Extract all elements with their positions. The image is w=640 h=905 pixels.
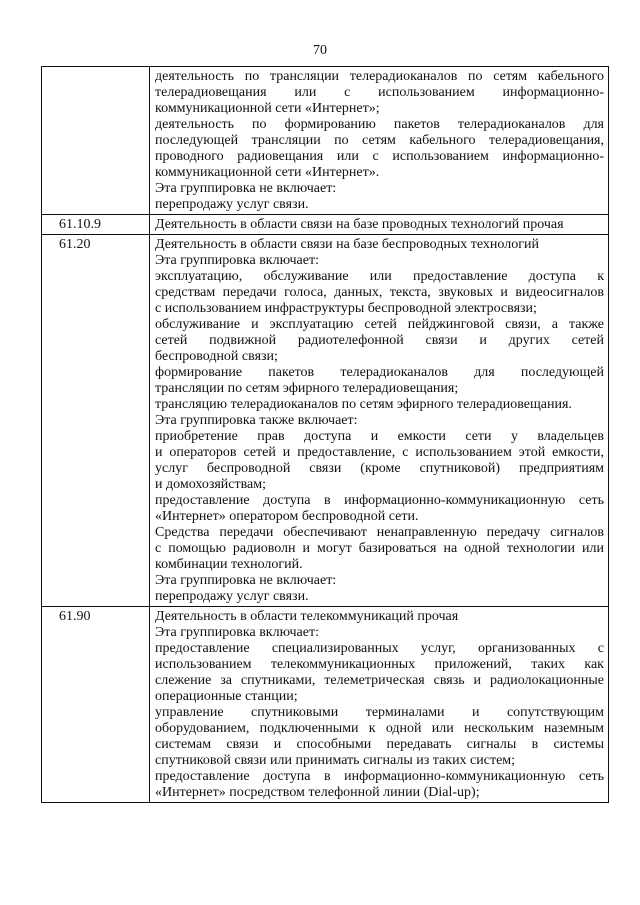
description-line: трансляцию телерадиоканалов по сетям эфирного телерадиовещания. xyxy=(155,397,572,412)
table-row xyxy=(42,607,609,803)
description-line: приобретение прав доступа и емкости сети у владельцев xyxy=(155,429,604,444)
description-line: спутниковой связи или принимать сигналы из таких систем; xyxy=(155,753,516,768)
description-line: деятельность по формированию пакетов телерадиоканалов для xyxy=(155,117,604,132)
description-line: перепродажу услуг связи. xyxy=(155,197,309,212)
description-line: обслуживание и эксплуатацию сетей пейджинговой связи, а также xyxy=(155,317,604,332)
row-description xyxy=(150,607,609,803)
row-code: 61.20 xyxy=(42,235,150,607)
description-line: системам связи и способными передавать сигналы в системы xyxy=(155,737,604,752)
description-line: Эта группировка не включает: xyxy=(155,573,337,588)
description-line: с использованием инфраструктуры беспроводной электросвязи; xyxy=(155,301,537,316)
table-row xyxy=(42,215,609,235)
description-line: Деятельность в области телекоммуникаций прочая xyxy=(155,609,459,624)
description-line: предоставление доступа в информационно-коммуникационную сеть xyxy=(155,493,604,508)
description-line: Деятельность в области связи на базе беспроводных технологий xyxy=(155,237,539,252)
description-line: коммуникационной сети «Интернет». xyxy=(155,165,380,180)
description-line: Эта группировка включает: xyxy=(155,253,319,268)
description-line: и операторов сетей и предоставление, с использованием этой емкости, xyxy=(155,445,604,460)
description-line: слежение за спутниками, телеметрическая связь и радиолокационные xyxy=(155,673,604,688)
table-row xyxy=(42,235,609,607)
description-line: операционные станции; xyxy=(155,689,298,704)
page-number: 70 xyxy=(313,43,327,58)
classification-table-body xyxy=(42,67,609,803)
description-line: оборудованием, подключенными к одной или нескольким наземным xyxy=(155,721,604,736)
description-line: трансляции по сетям эфирного телерадиовещания; xyxy=(155,381,459,396)
description-line: Средства передачи обеспечивают ненаправленную передачу сигналов xyxy=(155,525,604,540)
description-line: предоставление специализированных услуг, организованных с xyxy=(155,641,604,656)
description-line: коммуникационной сети «Интернет»; xyxy=(155,101,380,116)
description-line: Эта группировка также включает: xyxy=(155,413,358,428)
description-line: управление спутниковыми терминалами и сопутствующим xyxy=(155,705,604,720)
classification-table xyxy=(41,66,609,803)
description-line: телерадиовещания или с использованием информационно- xyxy=(155,85,604,100)
description-line: предоставление доступа в информационно-коммуникационную сеть xyxy=(155,769,604,784)
table-row xyxy=(42,67,609,215)
row-description xyxy=(150,67,609,215)
description-line: деятельность по трансляции телерадиоканалов по сетям кабельного xyxy=(155,69,604,84)
row-code: 61.10.9 xyxy=(42,215,150,235)
description-line: формирование пакетов телерадиоканалов для последующей xyxy=(155,365,604,380)
description-line: с помощью радиоволн и могут базироваться на одной технологии или xyxy=(155,541,604,556)
description-line: эксплуатацию, обслуживание или предоставление доступа к xyxy=(155,269,604,284)
description-line: комбинации технологий. xyxy=(155,557,303,572)
description-line: Деятельность в области связи на базе проводных технологий прочая xyxy=(155,217,564,232)
description-line: беспроводной связи; xyxy=(155,349,278,364)
description-line: средствам передачи голоса, данных, текста, звуковых и видеосигналов xyxy=(155,285,604,300)
description-line: и домохозяйствам; xyxy=(155,477,267,492)
description-line: Эта группировка не включает: xyxy=(155,181,337,196)
description-line: услуг беспроводной связи (кроме спутниковой) предприятиям xyxy=(155,461,604,476)
description-line: «Интернет» оператором беспроводной сети. xyxy=(155,509,419,524)
description-line: проводного радиовещания или с использованием информационно- xyxy=(155,149,604,164)
description-line: последующей трансляции по сетям кабельного телерадиовещания, xyxy=(155,133,604,148)
row-description xyxy=(150,235,609,607)
row-code xyxy=(42,67,150,215)
row-description xyxy=(150,215,609,235)
description-line: Эта группировка включает: xyxy=(155,625,319,640)
row-code: 61.90 xyxy=(42,607,150,803)
description-line: сетей подвижной радиотелефонной связи и других сетей xyxy=(155,333,604,348)
description-line: «Интернет» посредством телефонной линии (Dial-up); xyxy=(155,785,480,800)
description-line: использованием телекоммуникационных приложений, таких как xyxy=(155,657,604,672)
description-line: перепродажу услуг связи. xyxy=(155,589,309,604)
